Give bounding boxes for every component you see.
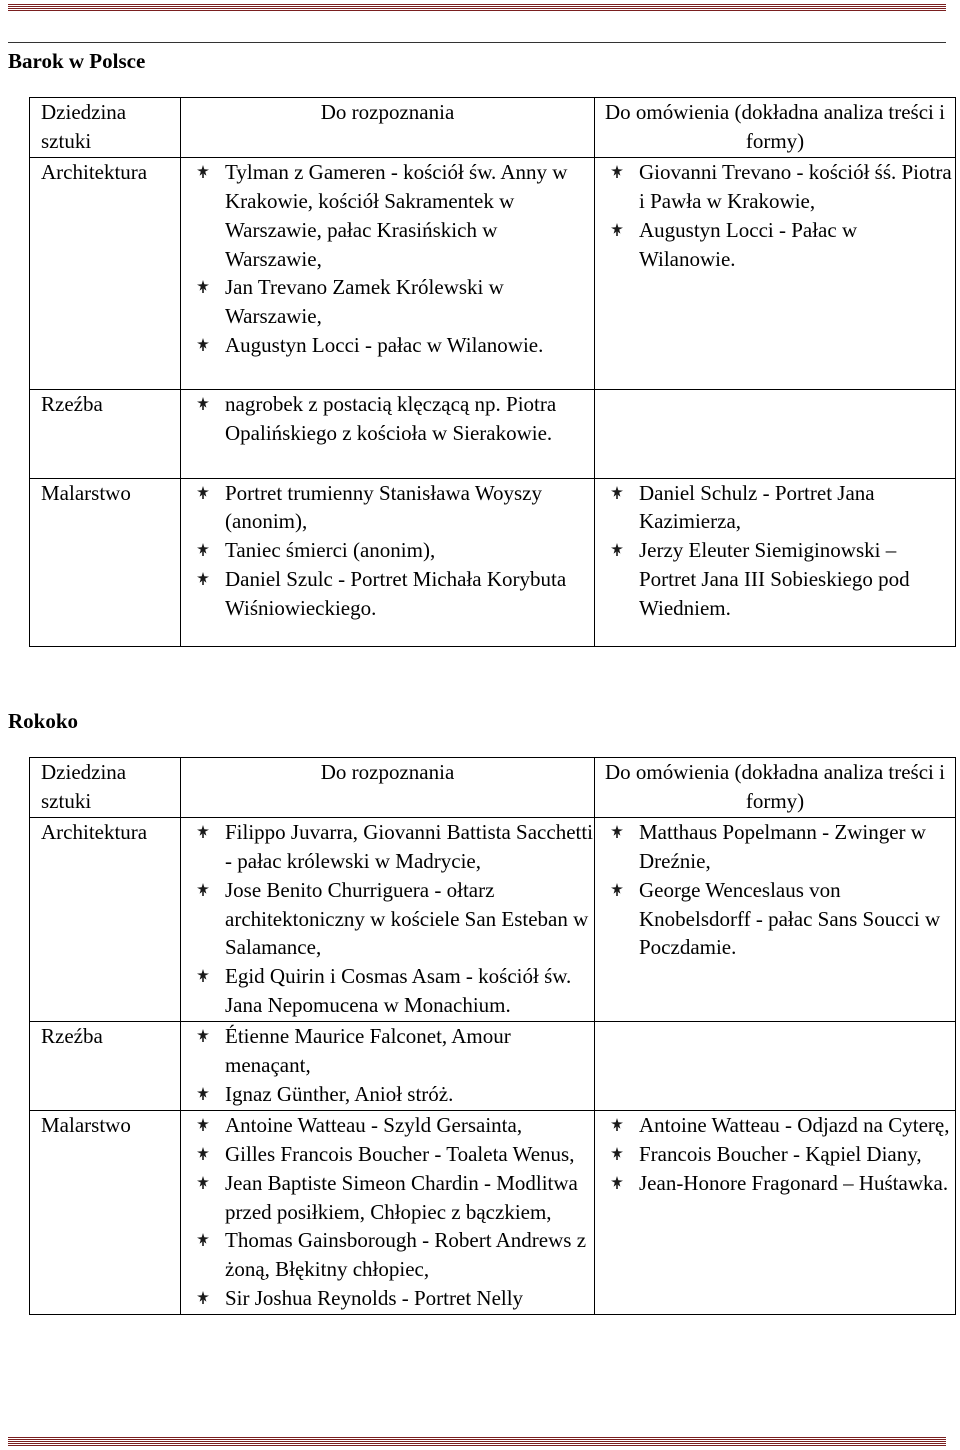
pin-bullet-icon xyxy=(611,1118,623,1131)
table-row xyxy=(30,1022,956,1111)
recognize-list xyxy=(181,1022,594,1108)
barok-table xyxy=(29,97,956,647)
section-title-rokoko: Rokoko xyxy=(8,709,79,733)
row-domain: Architektura xyxy=(30,158,181,390)
pin-bullet-icon xyxy=(197,1087,209,1100)
pin-bullet-icon xyxy=(197,1147,209,1160)
row-domain: Malarstwo xyxy=(30,1111,181,1315)
list-item-text: nagrobek z postacią klęczącą np. Piotra Opalińskiego z kościoła w Sierakowie. xyxy=(225,392,557,446)
row-recognize xyxy=(181,818,595,1022)
pin-bullet-icon xyxy=(197,280,209,293)
row-discuss xyxy=(595,1111,956,1315)
header-discuss: Do omówienia (dokładna analiza treści i formy) xyxy=(595,758,956,818)
pin-bullet-icon xyxy=(197,572,209,585)
row-recognize xyxy=(181,1111,595,1315)
pin-bullet-icon xyxy=(611,825,623,838)
list-item xyxy=(611,1169,955,1198)
discuss-list xyxy=(595,818,955,962)
list-item xyxy=(197,962,594,1019)
list-item xyxy=(611,818,955,875)
list-item-text: Augustyn Locci - pałac w Wilanowie. xyxy=(225,332,544,357)
decorative-top-rule xyxy=(8,4,946,12)
row-discuss xyxy=(595,390,956,478)
pin-bullet-icon xyxy=(611,883,623,896)
recognize-list xyxy=(181,158,594,359)
recognize-list xyxy=(181,1111,594,1312)
list-item-text: Tylman z Gameren - kościół św. Anny w Krakowie, kościół Sakramentek w Warszawie, pałac Krasińskich w Warszawie, xyxy=(225,160,568,271)
list-item xyxy=(197,1022,594,1079)
list-item-text: Daniel Schulz - Portret Jana Kazimierza, xyxy=(639,480,875,534)
pin-bullet-icon xyxy=(197,338,209,351)
header-discuss: Do omówienia (dokładna analiza treści i formy) xyxy=(595,98,956,158)
recognize-list xyxy=(181,390,594,447)
section-title-barok: Barok w Polsce xyxy=(8,49,146,73)
table-header-row xyxy=(30,758,956,818)
list-item-text: Matthaus Popelmann - Zwinger w Dreźnie, xyxy=(639,820,926,874)
pin-bullet-icon xyxy=(197,883,209,896)
recognize-list xyxy=(181,479,594,623)
row-domain: Malarstwo xyxy=(30,478,181,647)
list-item xyxy=(611,536,955,622)
row-recognize xyxy=(181,1022,595,1111)
pin-bullet-icon xyxy=(197,543,209,556)
list-item-text: Jerzy Eleuter Siemiginowski – Portret Jana III Sobieskiego pod Wiedniem. xyxy=(639,538,910,620)
rokoko-table xyxy=(29,757,956,1315)
list-item xyxy=(197,331,594,360)
list-item-text: Jean-Honore Fragonard – Huśtawka. xyxy=(639,1170,949,1195)
header-domain: Dziedzina sztuki xyxy=(30,98,181,158)
list-item xyxy=(611,158,955,215)
list-item-text: Antoine Watteau - Szyld Gersainta, xyxy=(225,1113,523,1138)
pin-bullet-icon xyxy=(611,543,623,556)
row-discuss xyxy=(595,1022,956,1111)
list-item xyxy=(197,536,594,565)
list-item xyxy=(197,158,594,273)
pin-bullet-icon xyxy=(611,1176,623,1189)
pin-bullet-icon xyxy=(197,165,209,178)
row-discuss xyxy=(595,478,956,647)
discuss-list xyxy=(595,158,955,273)
list-item xyxy=(611,479,955,536)
list-item-text: Portret trumienny Stanisława Woyszy (anonim), xyxy=(225,480,542,534)
row-domain: Architektura xyxy=(30,818,181,1022)
list-item-text: Giovanni Trevano - kościół śś. Piotra i Pawła w Krakowie, xyxy=(639,160,952,214)
pin-bullet-icon xyxy=(197,1233,209,1246)
header-divider xyxy=(8,42,946,43)
list-item xyxy=(611,1111,955,1140)
list-item-text: Jose Benito Churriguera - ołtarz architektoniczny w kościele San Esteban w Salamance, xyxy=(225,877,589,960)
pin-bullet-icon xyxy=(197,1118,209,1131)
list-item-text: Daniel Szulc - Portret Michała Korybuta Wiśniowieckiego. xyxy=(225,566,567,620)
recognize-list xyxy=(181,818,594,1019)
table-row xyxy=(30,818,956,1022)
decorative-bottom-rule xyxy=(8,1437,946,1446)
pin-bullet-icon xyxy=(197,1029,209,1042)
list-item xyxy=(197,1169,594,1226)
pin-bullet-icon xyxy=(611,223,623,236)
pin-bullet-icon xyxy=(197,486,209,499)
list-item xyxy=(197,1111,594,1140)
pin-bullet-icon xyxy=(611,1147,623,1160)
list-item xyxy=(197,1140,594,1169)
table-row xyxy=(30,158,956,390)
pin-bullet-icon xyxy=(611,486,623,499)
list-item xyxy=(197,565,594,622)
header-recognize: Do rozpoznania xyxy=(181,98,595,158)
list-item-text: Augustyn Locci - Pałac w Wilanowie. xyxy=(639,217,858,271)
list-item-text: Sir Joshua Reynolds - Portret Nelly xyxy=(225,1285,524,1310)
row-recognize xyxy=(181,478,595,647)
list-item-text: Filippo Juvarra, Giovanni Battista Sacchetti - pałac królewski w Madrycie, xyxy=(225,820,594,874)
list-item-text: Jan Trevano Zamek Królewski w Warszawie, xyxy=(225,275,504,328)
header-recognize: Do rozpoznania xyxy=(181,758,595,818)
list-item-text: George Wenceslaus von Knobelsdorff - pałac Sans Soucci w Poczdamie. xyxy=(639,877,941,960)
pin-bullet-icon xyxy=(611,165,623,178)
list-item xyxy=(197,390,594,447)
list-item xyxy=(611,1140,955,1169)
list-item xyxy=(197,1284,594,1313)
row-recognize xyxy=(181,390,595,478)
list-item xyxy=(197,273,594,330)
list-item xyxy=(197,1080,594,1109)
list-item-text: Egid Quirin i Cosmas Asam - kościół św. Jana Nepomucena w Monachium. xyxy=(225,963,572,1017)
list-item xyxy=(197,1226,594,1283)
table-row xyxy=(30,390,956,478)
row-discuss xyxy=(595,818,956,1022)
table-row xyxy=(30,478,956,647)
list-item-text: Antoine Watteau - Odjazd na Cyterę, xyxy=(639,1113,950,1138)
list-item xyxy=(197,818,594,875)
list-item-text: Étienne Maurice Falconet, Amour menaçant, xyxy=(225,1024,511,1078)
list-item-text: Jean Baptiste Simeon Chardin - Modlitwa przed posiłkiem, Chłopiec z bączkiem, xyxy=(225,1170,578,1224)
row-recognize xyxy=(181,158,595,390)
list-item-text: Thomas Gainsborough - Robert Andrews z żoną, Błękitny chłopiec, xyxy=(225,1228,587,1281)
pin-bullet-icon xyxy=(197,1291,209,1304)
header-domain: Dziedzina sztuki xyxy=(30,758,181,818)
pin-bullet-icon xyxy=(197,1176,209,1189)
list-item-text: Gilles Francois Boucher - Toaleta Wenus, xyxy=(225,1142,575,1167)
table-row xyxy=(30,1111,956,1315)
row-domain: Rzeźba xyxy=(30,390,181,478)
discuss-list xyxy=(595,1111,955,1197)
list-item xyxy=(197,876,594,962)
pin-bullet-icon xyxy=(197,825,209,838)
table-header-row xyxy=(30,98,956,158)
list-item xyxy=(611,216,955,273)
list-item-text: Taniec śmierci (anonim), xyxy=(225,538,436,563)
row-domain: Rzeźba xyxy=(30,1022,181,1111)
list-item xyxy=(611,876,955,962)
list-item-text: Ignaz Günther, Anioł stróż. xyxy=(225,1081,454,1106)
row-discuss xyxy=(595,158,956,390)
list-item-text: Francois Boucher - Kąpiel Diany, xyxy=(639,1142,922,1167)
pin-bullet-icon xyxy=(197,397,209,410)
discuss-list xyxy=(595,479,955,623)
list-item xyxy=(197,479,594,536)
pin-bullet-icon xyxy=(197,969,209,982)
